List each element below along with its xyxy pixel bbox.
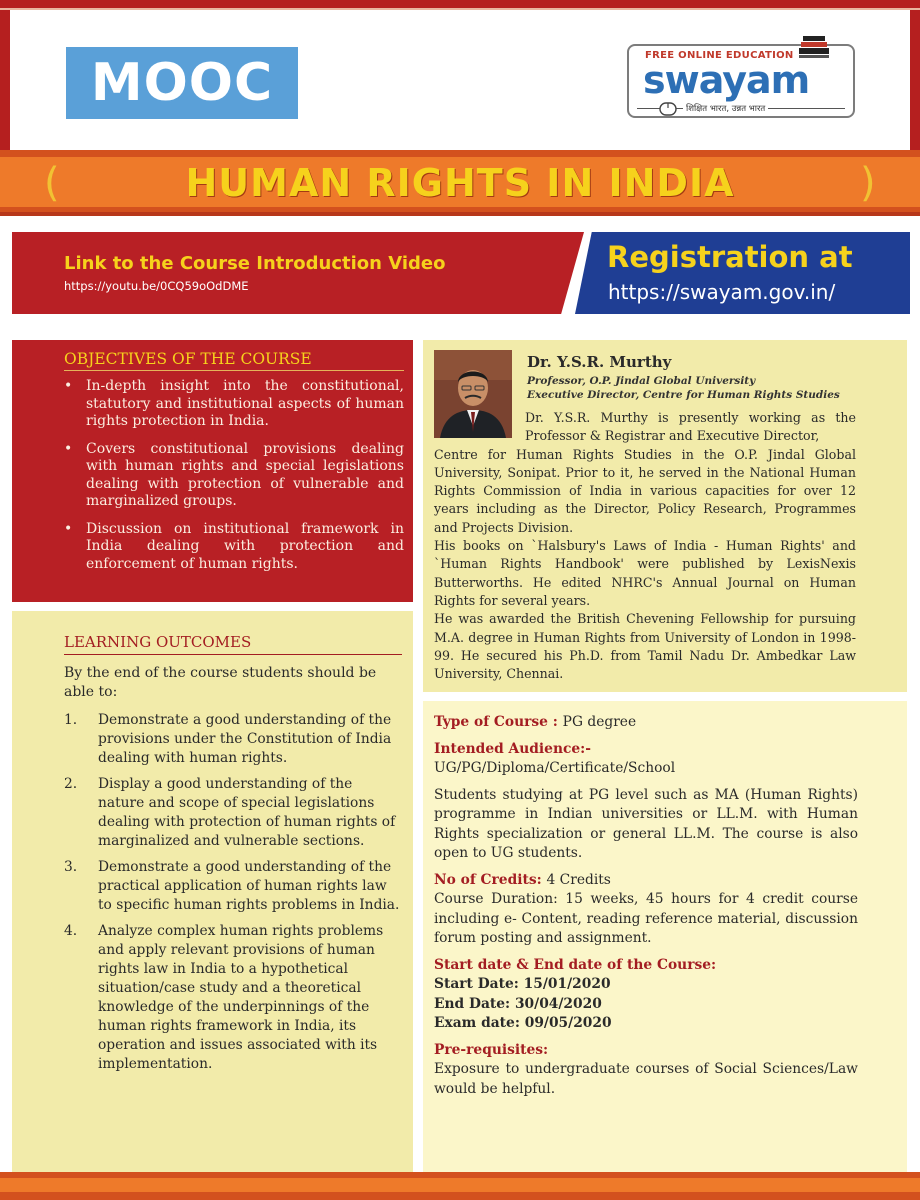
start-date: Start Date: 15/01/2020 xyxy=(434,976,611,992)
prerequisites-value: Exposure to undergraduate courses of Social Sciences/Law would be helpful. xyxy=(434,1061,858,1097)
mooc-logo: MOOC xyxy=(66,47,298,119)
bullet-icon: • xyxy=(64,378,73,394)
title-band-line xyxy=(0,212,920,216)
course-info xyxy=(434,713,858,1106)
swayam-logo-top-text: FREE ONLINE EDUCATION xyxy=(645,50,794,61)
mouse-icon xyxy=(659,101,677,120)
list-item: • Covers constitutional provisions dealing with human rights and special legislations dealing with protection of vulnerable and marginalized groups. xyxy=(64,440,404,509)
swayam-logo xyxy=(627,44,855,118)
profile-bio-rest: Centre for Human Rights Studies in the O.P. Jindal Global University, Sonipat. Prior to it, he served in the National Human Rights Commission of India in various capacities for over 12 years including as the Director, Policy Research, Programmes and Projects Division. xyxy=(434,446,856,535)
left-edge-decoration xyxy=(0,10,10,150)
credits-value: 4 Credits xyxy=(546,871,611,888)
item-number: 1. xyxy=(64,712,78,728)
audience-label: Intended Audience:- xyxy=(434,740,591,757)
credits-label: No of Credits: xyxy=(434,871,547,888)
list-item: 4. Analyze complex human rights problems and apply relevant provisions of human rights law in India to a hypothetical situation/case study and a theoretical knowledge of the underpinnings of the human rights framework in India, its operation and issues associated with its implementation. xyxy=(64,923,384,1072)
profile-name: Dr. Y.S.R. Murthy xyxy=(527,353,672,371)
profile-bio-books: His books on `Halsbury's Laws of India - Human Rights' and `Human Rights Handbook' were published by LexisNexis Butterworths. He edited NHRC's Annual Journal on Human Rights for several years. xyxy=(434,538,856,608)
course-type-label: Type of Course : xyxy=(434,714,563,730)
objectives-heading: OBJECTIVES OF THE COURSE xyxy=(64,350,312,368)
profile-bio xyxy=(434,409,856,683)
footer-band-inner xyxy=(0,1178,920,1192)
audience-value: UG/PG/Diploma/Certificate/School xyxy=(434,760,676,776)
swayam-logo-word: swayam xyxy=(643,58,810,102)
course-duration: Course Duration: 15 weeks, 45 hours for 4 credit course including e- Content, reading reference material, discussion forum posting and assignment. xyxy=(434,891,858,946)
profile-title-secondary: Executive Director, Centre for Human Rights Studies xyxy=(527,389,840,401)
top-strip-accent xyxy=(0,8,920,10)
video-link-url[interactable]: https://youtu.be/0CQ59oOdDME xyxy=(64,279,249,293)
bullet-icon: • xyxy=(64,520,73,537)
item-number: 4. xyxy=(64,923,78,939)
dates-label: Start date & End date of the Course: xyxy=(434,956,717,973)
prerequisites-label: Pre-requisites: xyxy=(434,1041,549,1058)
exam-date: Exam date: 09/05/2020 xyxy=(434,1015,612,1031)
audience-description: Students studying at PG level such as MA (Human Rights) programme in Indian universities or LL.M. with Human Rights specialization or general LL.M. The course is also open to UG students. xyxy=(434,786,858,861)
list-item: 2. Display a good understanding of the nature and scope of special legislations dealing with protection of human rights of marginalized and vulnerable sections. xyxy=(64,776,396,849)
swayam-tagline: शिक्षित भारत, उन्नत भारत xyxy=(683,103,768,114)
learning-outcomes-rule xyxy=(64,654,402,655)
bullet-icon: • xyxy=(64,440,73,457)
list-item: 3. Demonstrate a good understanding of the practical application of human rights law to specific human rights problems in India. xyxy=(64,859,400,913)
objectives-list xyxy=(64,378,404,583)
left-bracket-decoration: ( xyxy=(44,160,60,206)
course-type-value: PG degree xyxy=(562,714,637,730)
right-edge-decoration xyxy=(910,10,920,150)
list-item: • In-depth insight into the constitutional, statutory and institutional aspects of human rights protection in India. xyxy=(64,378,404,429)
item-number: 2. xyxy=(64,776,78,792)
registration-url[interactable]: https://swayam.gov.in/ xyxy=(608,280,836,304)
right-bracket-decoration: ) xyxy=(860,160,876,206)
registration-title: Registration at xyxy=(607,240,853,274)
page-title: HUMAN RIGHTS IN INDIA xyxy=(185,161,735,205)
learning-outcomes-list xyxy=(64,711,402,1081)
video-link-title: Link to the Course Introduction Video xyxy=(64,253,446,274)
item-number: 3. xyxy=(64,859,78,875)
list-item: • Discussion on institutional framework in India dealing with protection and enforcement of human rights. xyxy=(64,520,404,572)
learning-outcomes-intro: By the end of the course students should be able to: xyxy=(64,665,377,700)
objectives-rule xyxy=(64,370,404,371)
profile-bio-awards: He was awarded the British Chevening Fellowship for pursuing M.A. degree in Human Rights from University of London in 1998-99. He secured his Ph.D. from Tamil Nadu Dr. Ambedkar Law University, Chennai. xyxy=(434,611,856,682)
profile-bio-lead: Dr. Y.S.R. Murthy is presently working as the Professor & Registrar and Executive Director, xyxy=(525,410,856,444)
top-strip xyxy=(0,0,920,8)
list-item: 1. Demonstrate a good understanding of the provisions under the Constitution of India dealing with human rights. xyxy=(64,712,392,766)
profile-title-primary: Professor, O.P. Jindal Global University xyxy=(527,375,756,387)
learning-outcomes-heading: LEARNING OUTCOMES xyxy=(64,633,252,651)
end-date: End Date: 30/04/2020 xyxy=(434,995,602,1012)
